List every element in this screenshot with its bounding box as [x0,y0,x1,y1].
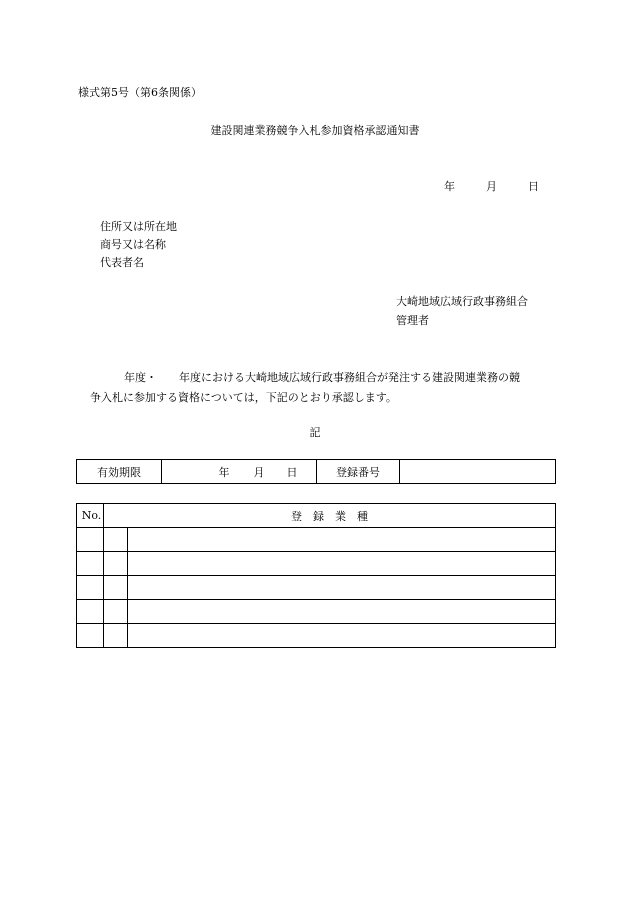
table-row [77,600,556,624]
no-header: No. [77,504,104,528]
table-row [77,528,556,552]
validity-table [76,459,556,484]
row-sub-cell[interactable] [104,528,128,552]
row-category-cell[interactable] [128,552,556,576]
row-sub-cell[interactable] [104,624,128,648]
row-no-cell[interactable] [77,624,104,648]
reg-number-value[interactable] [400,460,556,484]
category-header: 登 録 業 種 [104,504,556,528]
row-category-cell[interactable] [128,600,556,624]
body-line-1: 年度・ 年度における大崎地域広域行政事務組合が発注する建設関連業務の競 [124,371,520,384]
row-no-cell[interactable] [77,600,104,624]
validity-date-cell [162,460,317,484]
row-category-cell[interactable] [128,576,556,600]
row-sub-cell[interactable] [104,600,128,624]
row-category-cell[interactable] [128,528,556,552]
row-no-cell[interactable] [77,576,104,600]
row-category-cell[interactable] [128,624,556,648]
reg-number-label: 登録番号 [317,460,400,484]
validity-period-label: 有効期限 [77,460,162,484]
row-sub-cell[interactable] [104,576,128,600]
validity-month: 月 [253,465,265,479]
form-number: 様式第5号（第6条関係） [78,86,202,99]
table-row [77,624,556,648]
issuer-organization: 大崎地域広域行政事務組合 [396,295,528,308]
date-month: 月 [486,180,497,193]
date-year: 年 [444,180,455,193]
table-row [77,552,556,576]
document-title: 建設関連業務競争入札参加資格承認通知書 [210,124,420,137]
row-no-cell[interactable] [77,528,104,552]
body-text [90,368,560,408]
issue-date [444,180,539,194]
trade-name-label: 商号又は名称 [100,238,166,251]
ki-heading: 記 [309,426,321,439]
registry-table [76,503,556,648]
issuer-role: 管理者 [396,314,429,327]
validity-day: 日 [286,465,298,479]
table-row [77,576,556,600]
issuer-block [396,292,528,330]
validity-year: 年 [218,465,230,479]
row-sub-cell[interactable] [104,552,128,576]
address-label: 住所又は所在地 [100,220,177,233]
applicant-block [100,218,177,272]
body-line-2: 争入札に参加する資格については，下記のとおり承認します。 [90,391,397,404]
representative-label: 代表者名 [100,256,144,269]
row-no-cell[interactable] [77,552,104,576]
date-day: 日 [528,180,539,193]
